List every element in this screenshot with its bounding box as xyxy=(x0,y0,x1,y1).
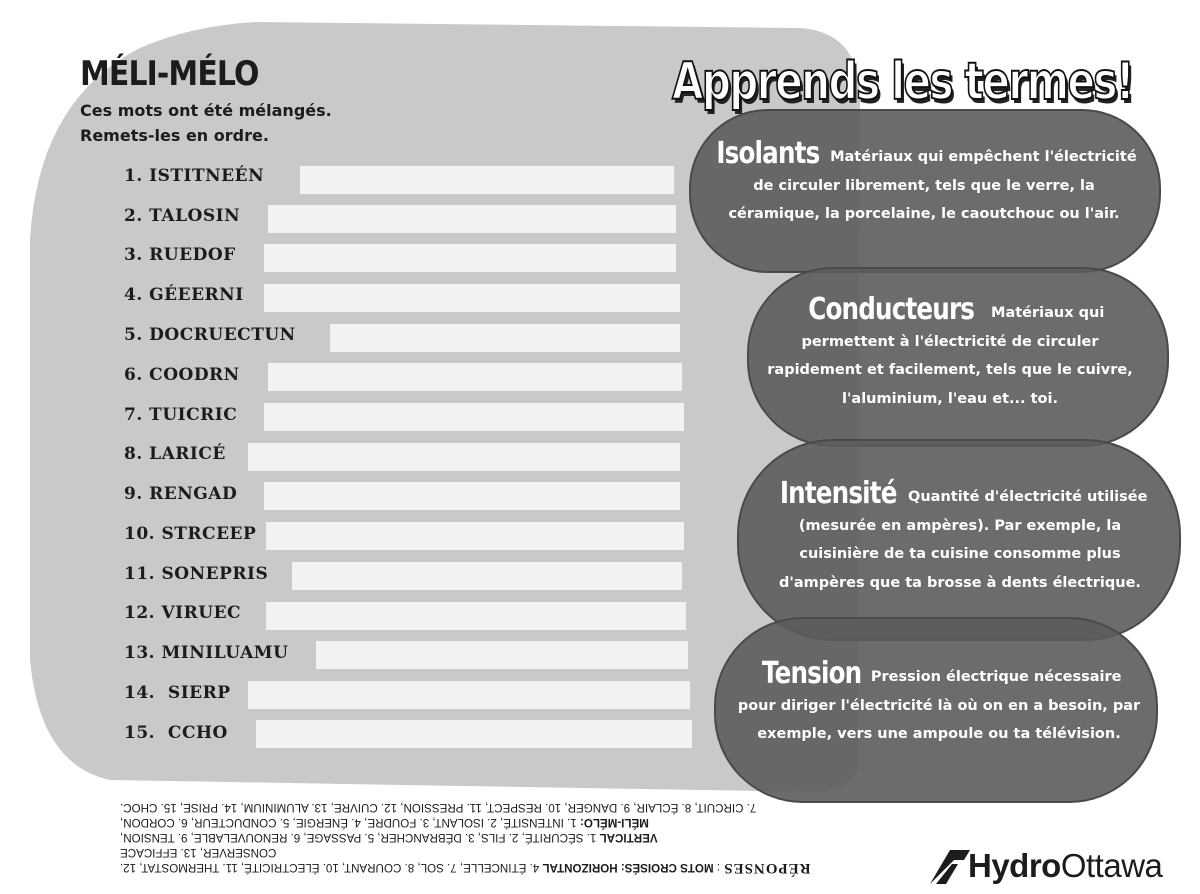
word-row xyxy=(124,678,231,708)
definition-text: Matériaux qui empêchent l'électricité de circuler librement, tels que le verre, la céramique, la porcelaine, le caoutchouc ou l'air. xyxy=(728,149,1137,222)
word-row xyxy=(124,240,236,270)
logo-hydro: Hydro xyxy=(968,847,1061,884)
meli-answers-2: 7. CIRCUIT, 8. ÉCLAIR, 9. DANGER, 10. RESPECT, 11. PRESSION, 12. CUIVRE, 13. ALUMINIUM, 14. PRISE, 15. CHOC. xyxy=(120,801,757,814)
scrambled-word: 7. TUICRIC xyxy=(124,405,238,425)
vertical-label: VERTICAL xyxy=(599,831,658,844)
instruction-line-2: Remets-les en ordre. xyxy=(80,126,269,145)
answer-input-13[interactable] xyxy=(316,641,688,669)
scrambled-word: 12. VIRUEC xyxy=(124,603,242,623)
definition-isolants xyxy=(706,136,1142,229)
answers-line-2 xyxy=(120,830,880,845)
word-row xyxy=(124,559,268,589)
meli-answers-1: 1. INTENSITÉ, 2. ISOLANT, 3. FOUDRE, 4. ÉNERGIE, 5. CONDUCTEUR, 6. CORDON, xyxy=(120,816,577,829)
word-row xyxy=(124,201,240,231)
word-row xyxy=(124,400,237,430)
scrambled-word: 3. RUEDOF xyxy=(124,245,236,265)
word-row xyxy=(124,360,240,390)
answer-input-7[interactable] xyxy=(264,403,684,431)
word-row xyxy=(124,161,264,191)
crossword-label: MOTS CROISÉS: xyxy=(620,861,714,874)
answers-label: RÉPONSES xyxy=(723,860,811,876)
instruction-line-1: Ces mots ont été mélangés. xyxy=(80,101,332,120)
scrambled-word: 1. ISTITNEÉN xyxy=(124,166,265,186)
scrambled-word: 6. COODRN xyxy=(124,365,240,385)
definition-text: Matériaux qui permettent à l'électricité de circuler rapidement et facilement, tels que le cuivre, l'aluminium, l'eau et... toi. xyxy=(767,305,1133,407)
meli-melo-title: MÉLI-MÉLO xyxy=(80,54,259,94)
answer-input-12[interactable] xyxy=(266,602,686,630)
definition-tension xyxy=(736,656,1142,749)
answer-input-4[interactable] xyxy=(264,284,680,312)
definition-conducteurs xyxy=(762,292,1138,413)
answer-input-15[interactable] xyxy=(256,720,692,748)
definition-intensite xyxy=(764,476,1156,597)
answer-input-1[interactable] xyxy=(300,166,674,194)
scrambled-word: 14. SIERP xyxy=(124,683,231,703)
meli-melo-instructions xyxy=(80,98,400,148)
answers-line-4 xyxy=(120,800,880,815)
term-conducteurs: Conducteurs xyxy=(807,292,974,327)
scrambled-word: 15. CCHO xyxy=(124,723,228,743)
definition-text: Quantité d'électricité utilisée (mesurée en ampères). Par exemple, la cuisinière de ta cuisine consomme plus d'ampères que ta brosse à dents électrique. xyxy=(779,489,1148,591)
vertical-answers: 1. SÉCURITÉ, 2. FILS, 3. DÉBRANCHER, 5. PASSAGE, 6. RENOUVELABLE, 9. TENSION, xyxy=(120,831,597,844)
logo-ottawa: Ottawa xyxy=(1060,847,1163,884)
scrambled-word: 9. RENGAD xyxy=(124,484,238,504)
word-row xyxy=(124,598,241,628)
scrambled-word: 13. MINILUAMU xyxy=(124,643,289,663)
answer-input-9[interactable] xyxy=(264,482,680,510)
upside-down-answers xyxy=(120,800,880,875)
answer-input-14[interactable] xyxy=(248,681,690,709)
answer-input-11[interactable] xyxy=(292,562,682,590)
answer-input-8[interactable] xyxy=(248,443,680,471)
apprends-les-termes-title: Apprends les termes! xyxy=(672,52,1133,112)
answer-input-6[interactable] xyxy=(268,363,682,391)
answer-input-2[interactable] xyxy=(268,205,676,233)
horizontal-label: HORIZONTAL xyxy=(542,861,618,874)
term-isolants: Isolants xyxy=(716,136,820,171)
term-tension: Tension xyxy=(761,656,861,691)
answer-input-3[interactable] xyxy=(264,244,676,272)
horizontal-answers: 4. ÉTINCELLE, 7. SOL, 8. COURANT, 10. ÉLECTRICITÉ, 11. THERMOSTAT, 12. CONSERVER, 13. EFFICACE xyxy=(120,846,540,874)
scrambled-word: 5. DOCRUECTUN xyxy=(124,325,296,345)
scrambled-word: 8. LARICÉ xyxy=(124,444,226,464)
term-intensite: Intensité xyxy=(779,476,897,511)
word-row xyxy=(124,519,256,549)
word-row xyxy=(124,280,244,310)
logo-wordmark xyxy=(968,847,1162,885)
scrambled-word: 4. GÉEERNI xyxy=(124,285,244,305)
word-row xyxy=(124,439,226,469)
word-row xyxy=(124,718,228,748)
meli-answers-label: MÉLI-MÉLO: xyxy=(579,816,649,829)
word-row xyxy=(124,479,237,509)
scrambled-word: 11. SONEPRIS xyxy=(124,564,269,584)
answer-input-10[interactable] xyxy=(266,522,684,550)
word-row xyxy=(124,638,288,668)
answers-line-1: RÉPONSES : MOTS CROISÉS: HORIZONTAL 4. ÉTINCELLE, 7. SOL, 8. COURANT, 10. ÉLECTRICITÉ, 11. THERMOSTAT, 12. CONSERVER, 13. EFFICACE xyxy=(120,846,811,876)
scrambled-word: 10. STRCEEP xyxy=(124,524,257,544)
answers-line-3 xyxy=(120,815,880,830)
scrambled-word: 2. TALOSIN xyxy=(124,206,241,226)
hydro-ottawa-logo-mark-icon xyxy=(928,844,972,888)
definition-text: Pression électrique nécessaire pour diriger l'électricité là où on en a besoin, par exemple, vers une ampoule ou ta télévision. xyxy=(737,669,1141,742)
hydro-ottawa-logo xyxy=(928,840,1168,890)
answer-input-5[interactable] xyxy=(330,324,680,352)
word-row xyxy=(124,320,296,350)
